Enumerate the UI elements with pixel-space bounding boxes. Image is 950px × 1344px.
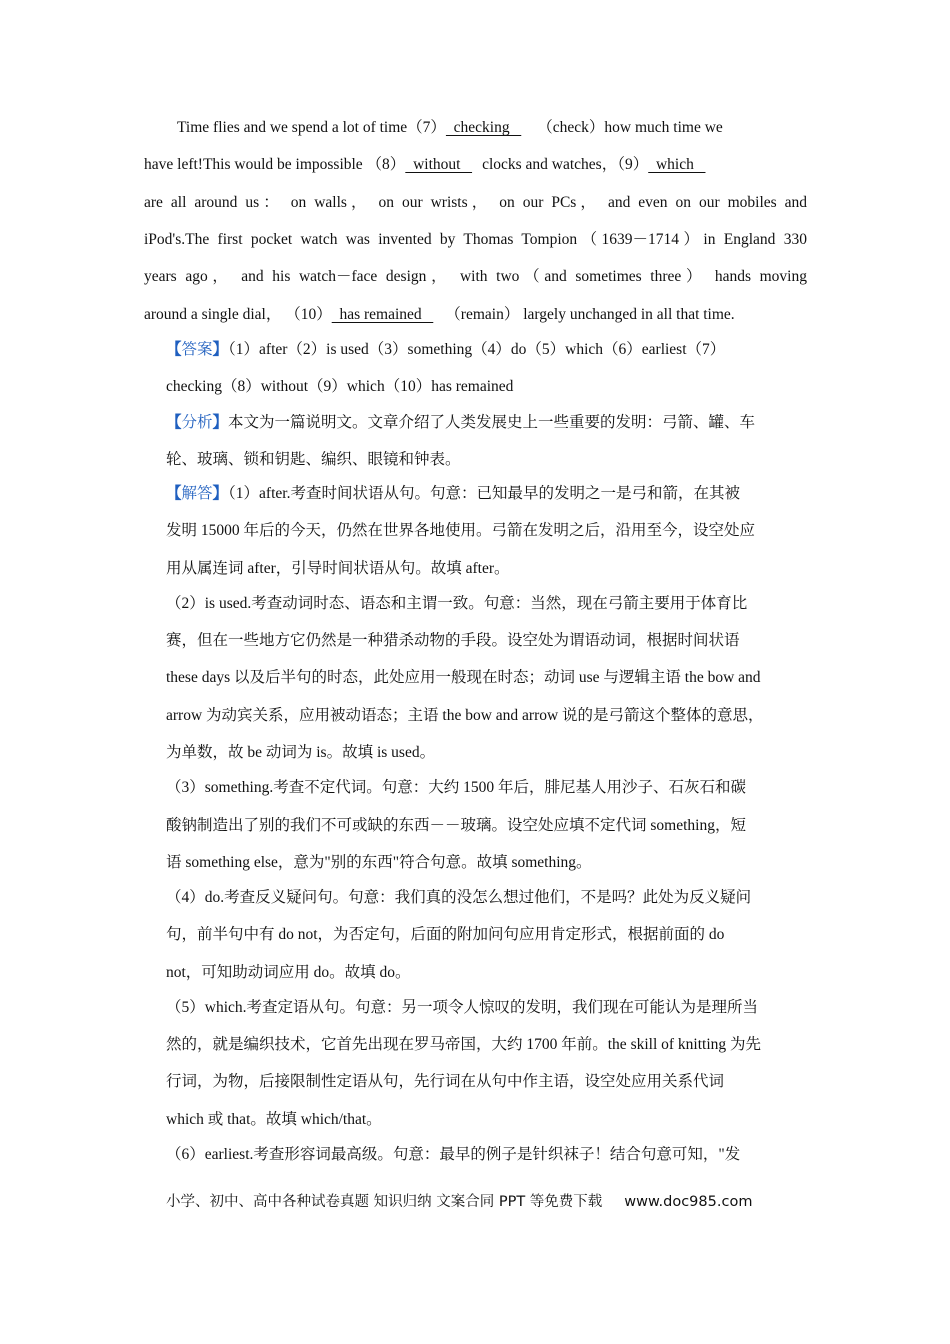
- explanation-text-line: （6）earliest.考查形容词最高级。句意：最早的例子是针织袜子！结合句意可知，"发: [166, 1146, 741, 1163]
- explanation-text-line: 句，前半句中有 do not，为否定句，后面的附加问句应用肯定形式，根据前面的 do: [166, 926, 725, 943]
- passage-line-4: iPod's.The first pocket watch was invented by Thomas Tompion（1639－1714）in England 330: [144, 231, 807, 248]
- explanation-text-line: 赛，但在一些地方它仍然是一种猎杀动物的手段。设空处为谓语动词，根据时间状语: [166, 632, 740, 649]
- explanation-text-line: 然的，就是编织技术，它首先出现在罗马帝国，大约 1700 年前。the skill of knitting 为先: [166, 1036, 762, 1053]
- passage-line-5: years ago， and his watch－face design， with two（and sometimes three） hands moving: [144, 268, 807, 285]
- footer-text: 小学、初中、高中各种试卷真题 知识归纳 文案合同 PPT 等免费下载: [166, 1194, 603, 1210]
- explanation-text-line: 行词，为物，后接限制性定语从句，先行词在从句中作主语，设空处应用关系代词: [166, 1073, 725, 1090]
- explanation-text-line: （3）something.考查不定代词。句意：大约 1500 年后，腓尼基人用沙子、石灰石和碳: [166, 779, 746, 796]
- explanation-text-line: not，可知助动词应用 do。故填 do。: [166, 964, 411, 981]
- explanation-label: 解答: [181, 485, 213, 502]
- explanation-text-line: 为单数，故 be 动词为 is。故填 is used。: [166, 744, 436, 761]
- explanation-line-1: 【解答】（1）after.考查时间状语从句。句意：已知最早的发明之一是弓和箭，在其被: [166, 485, 740, 502]
- answer-blank-8: without: [405, 156, 473, 173]
- passage-line-2: have left!This would be impossible （8） without clocks and watches，（9） which: [144, 156, 706, 173]
- explanation-text-line: 用从属连词 after，引导时间状语从句。故填 after。: [166, 560, 510, 577]
- answer-blank-10: has remained: [331, 306, 434, 323]
- explanation-text-line: 酸钠制造出了别的我们不可或缺的东西－－玻璃。设空处应填不定代词 something，短: [166, 817, 746, 834]
- explanation-text-line: arrow 为动宾关系，应用被动语态；主语 the bow and arrow 说的是弓箭这个整体的意思，: [166, 707, 764, 724]
- answer-label: 答案: [181, 341, 213, 358]
- answer-blank-9: which: [648, 156, 706, 173]
- page-footer: [166, 1190, 790, 1211]
- explanation-text-line: （5）which.考查定语从句。句意：另一项令人惊叹的发明，我们现在可能认为是理所当: [166, 999, 759, 1016]
- answer-line-1: 【答案】（1）after（2）is used（3）something（4）do（5）which（6）earliest（7）: [166, 341, 726, 358]
- analysis-line-1: 【分析】本文为一篇说明文。文章介绍了人类发展史上一些重要的发明：弓箭、罐、车: [166, 414, 756, 431]
- explanation-text-line: 语 something else，意为"别的东西"符合句意。故填 something。: [166, 854, 592, 871]
- explanation-text-line: which 或 that。故填 which/that。: [166, 1111, 382, 1128]
- explanation-text-line: 发明 15000 年后的今天，仍然在世界各地使用。弓箭在发明之后，沿用至今，设空处应: [166, 522, 756, 539]
- analysis-line-2: 轮、玻璃、锁和钥匙、编织、眼镜和钟表。: [166, 451, 461, 468]
- explanation-text-line: （4）do.考查反义疑问句。句意：我们真的没怎么想过他们，不是吗？此处为反义疑问: [166, 889, 752, 906]
- analysis-label: 分析: [181, 414, 213, 431]
- answer-line-2: checking（8）without（9）which（10）has remained: [166, 378, 514, 395]
- footer-site-link[interactable]: www.doc985.com: [624, 1194, 753, 1210]
- answer-blank-7: checking: [445, 119, 522, 136]
- passage-line-3: are all around us： on walls， on our wrists， on our PCs， and even on our mobiles and: [144, 194, 807, 211]
- passage-line-6: around a single dial， （10） has remained （remain） largely unchanged in all that time.: [144, 306, 735, 323]
- explanation-text-line: （2）is used.考查动词时态、语态和主谓一致。句意：当然，现在弓箭主要用于体育比: [166, 595, 748, 612]
- explanation-text-line: these days 以及后半句的时态，此处应用一般现在时态；动词 use 与逻辑主语 the bow and: [166, 669, 761, 686]
- passage-line-1: Time flies and we spend a lot of time（7） checking （check）how much time we: [177, 119, 723, 136]
